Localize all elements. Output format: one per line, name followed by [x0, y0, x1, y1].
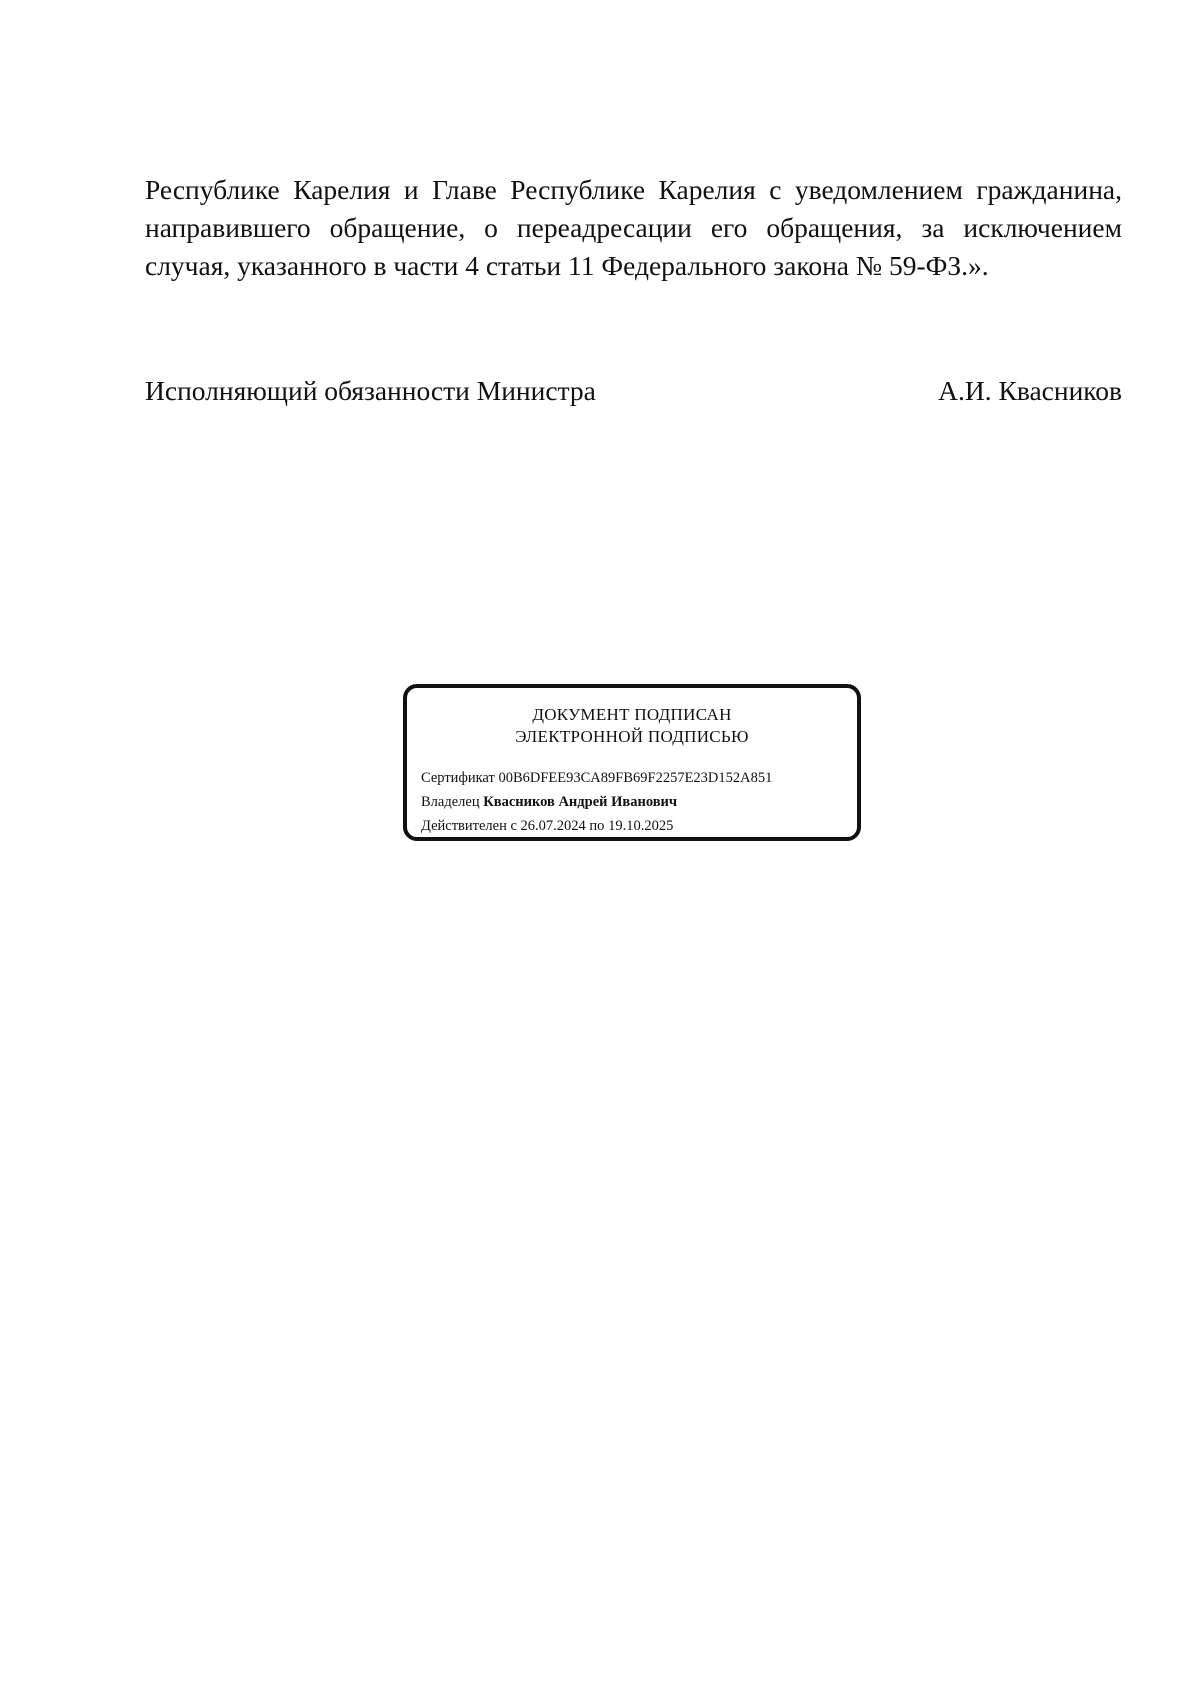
stamp-details: [421, 766, 851, 838]
stamp-title-line: ДОКУМЕНТ ПОДПИСАН: [532, 705, 732, 724]
paragraph-line: направившего обращение, о переадресации его обращения, за исключением: [145, 212, 1122, 243]
owner-value: Квасников Андрей Иванович: [483, 794, 678, 810]
certificate-value: 00B6DFEE93CA89FB69F2257E23D152A851: [498, 770, 773, 786]
validity-to-label: по: [589, 818, 605, 834]
paragraph-line: Республике Карелия и Главе Республике Карелия с уведомлением гражданина,: [145, 174, 1122, 205]
signatory-position: Исполняющий обязанности Министра: [145, 375, 596, 406]
validity-row: [421, 814, 851, 838]
signatory-name: А.И. Квасников: [938, 375, 1122, 406]
paragraph-line: случая, указанного в части 4 статьи 11 Федерального закона № 59-ФЗ.».: [145, 250, 989, 281]
electronic-signature-stamp: [403, 684, 861, 841]
certificate-label: Сертификат: [421, 770, 495, 786]
signature-block: [145, 372, 1122, 410]
validity-label: Действителен с: [421, 818, 517, 834]
valid-to: 19.10.2025: [608, 818, 674, 834]
stamp-title: [407, 704, 857, 748]
stamp-title-line: ЭЛЕКТРОННОЙ ПОДПИСЬЮ: [515, 727, 749, 746]
body-paragraph: [145, 171, 1122, 285]
valid-from: 26.07.2024: [520, 818, 586, 834]
certificate-row: [421, 766, 851, 790]
owner-label: Владелец: [421, 794, 480, 810]
owner-row: [421, 790, 851, 814]
